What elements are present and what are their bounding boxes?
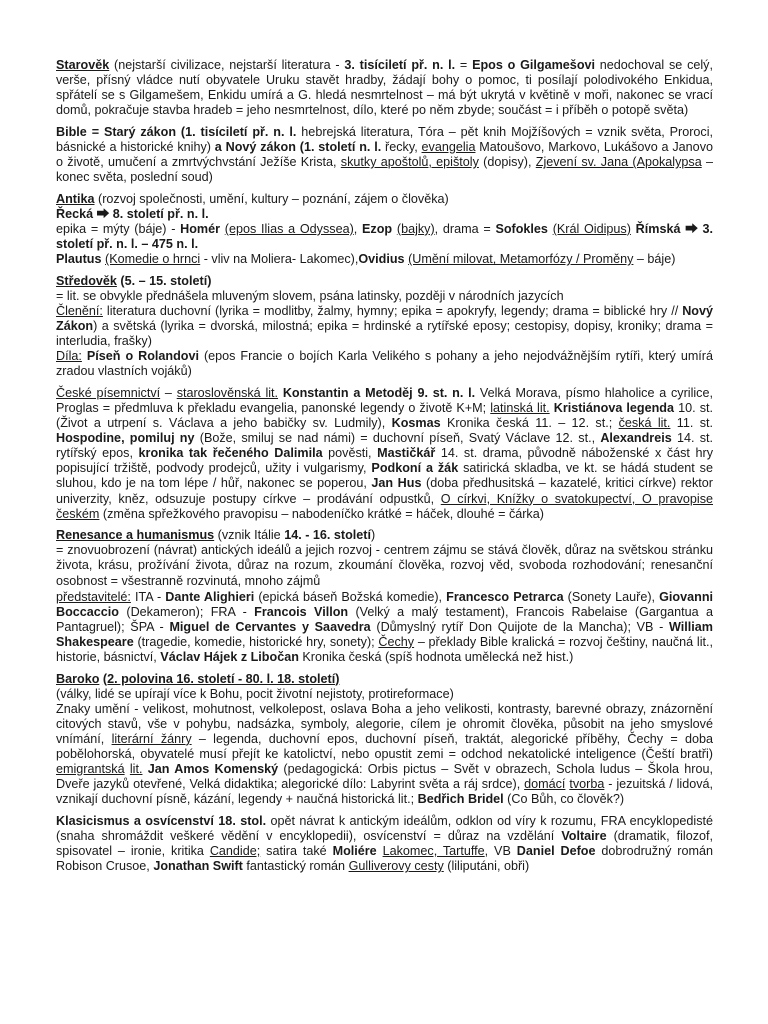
underlined-text: evangelia xyxy=(421,139,476,154)
bold-text: Antika xyxy=(56,191,95,206)
bold-text: Bible = Starý zákon (1. tisíciletí př. n. l. xyxy=(56,124,297,139)
bold-text: 14. - 16. století xyxy=(284,528,371,543)
underlined-text: představitelé: xyxy=(56,589,131,604)
bold-text: Podkoní a žák xyxy=(371,461,459,476)
bold-text: Francesco Petrarca xyxy=(446,589,564,604)
antika-section: Antika (rozvoj společnosti, umění, kultury – poznání, zájem o člověka) Řecká ⮕ 8. století př. n. l. epika = mýty (báje) - Homér (epos Ilias a Odyssea), Ezop (bajky), drama = Sofokles (Král Oidipus) Římská ⮕ 3. století př. n. l. – 475 n. l. Plautus (Komedie o hrnci - vliv na Moliera- Lakomec),Ovidius (Umění milovat, Metamorfózy / Proměny – báje) xyxy=(56,191,714,267)
bold-text: a Nový zákon (1. století n. l. xyxy=(214,139,382,154)
underlined-text: latinská lit. xyxy=(490,400,550,415)
underlined-text: České písemnictví xyxy=(56,385,161,400)
underlined-text: česká lit. xyxy=(618,416,671,431)
underlined-text: Členění: xyxy=(56,303,103,318)
underlined-text: Díla: xyxy=(56,349,82,364)
bold-text: Homér xyxy=(180,221,221,236)
ceske-pisemnictvi-section: České písemnictví – staroslověnská lit. Konstantin a Metoděj 9. st. n. l. Velká Morava, písmo hlaholice a cyrilice, Proglas = předmluva k překladu evangelia, panonské legendy o životě K+M; latinská lit. Kristiánova legenda 10. st. (Život a utrpení s. Václava a jeho babičky sv. Ludmily), Kosmas Kronika česká 11. – 12. st.; česká lit. 11. st. Hospodine, pomiluj ny (Bože, smiluj se nad námi) = duchovní píseň, Svatý Václave 12. st., Alexandreis 14. st. rytířský epos, kronika tak řečeného Dalimila pověsti, Mastičkář 14. st. drama, původně náboženské x část hry popisující tržiště, podvody prodejců, užity i vulgarismy, Podkoní a žák satirická skladba, ve kt. se hádá student se sluhou, kdo je na tom lépe / hůř, nakonec se poperou, Jan Hus (doba předhusitská – kazatelé, kritici církve) rektor univerzity, kněz, odsuzuje postupy církve – prodávání odpustků, O církvi, Knížky o svatokupectví, O pravopise českém (změna spřežkového pravopisu – nabodeníčko krátké = háček, dlouhé = čárka) xyxy=(56,385,714,521)
underlined-text: (epos Ilias a Odyssea) xyxy=(224,221,354,236)
bold-text: Daniel Defoe xyxy=(516,844,596,859)
bold-text: Kosmas xyxy=(391,416,441,431)
bold-text: Středověk xyxy=(56,273,117,288)
renesance-heading: Renesance a humanismus (vznik Itálie 14. - 16. století) = znovuobrození (návrat) antických ideálů a jejich rozvoj - centrem zájmu se stává člověk, důraz na světskou stránku života, krásu, prožívání života, důraz na rozum, zkoumání člověka, rozvoj věd, svoboda rozhodování; renesanční osobnost = všestranně rozvinutá, mnoho zájmů xyxy=(56,528,713,588)
bold-text: Plautus xyxy=(56,252,102,267)
starovek-section: Starověk (nejstarší civilizace, nejstarší literatura - 3. tisíciletí př. n. l. = Epos o Gilgamešovi nedochoval se celý, verše, přísný vládce nutí obyvatele Uruku stavět hradby, žádají bohy o pomoc, ti posílají polodivokého Enkidua, spřátelí se s Gilgamešem, Enkidu umírá a G. hledá nesmrtelnost – má být ukrytá v květině v moři, nakonec se vrací domů, pokračuje stavba hradeb = jeho nesmrtelnost, dílo, které po něm zbyde; součást = i příběh o potopě světa) xyxy=(56,58,713,118)
stredovek-section: Středověk (5. – 15. století) = lit. se obvykle přednášela mluveným slovem, psána latinsky, později v národních jazycích Členění: literatura duchovní (lyrika = modlitby, žalmy, hymny; epika = apokryfy, legendy; drama = biblické hry // Nový Zákon) a světská (lyrika = dvorská, milostná; epika = hrdinské a rytířské eposy; cestopisy, dopisy, kroniky; drama = interludia, frašky) Díla: Píseň o Rolandovi (epos Francie o bojích Karla Velikého s pohany a jeho nejodvážnějším rytíři, který umírá zradou vlastních vojáků) xyxy=(56,273,714,379)
bold-text: Ovidius xyxy=(358,252,405,267)
bold-text: 3. tisíciletí př. n. l. xyxy=(344,58,456,72)
document-body xyxy=(56,58,713,881)
underlined-text: staroslověnská lit. xyxy=(176,385,279,400)
bold-text: Jan Hus xyxy=(371,476,422,491)
bold-text: (5. – 15. století) xyxy=(120,273,212,288)
underlined-text: domácí xyxy=(524,777,566,792)
bold-text: Starověk xyxy=(56,58,110,72)
bold-text: Sofokles xyxy=(495,221,548,236)
bold-text: Baroko xyxy=(56,671,100,686)
underlined-text: Gulliverovy cesty xyxy=(348,859,444,874)
bold-text: Francois Villon xyxy=(254,604,349,619)
bold-text: Píseň o Rolandovi xyxy=(86,349,199,364)
underlined-text: skutky apoštolů, epištoly xyxy=(340,155,479,170)
underlined-text: Candide; xyxy=(209,844,261,859)
bold-text: Václav Hájek z Libočan xyxy=(160,649,299,664)
underlined-text: literární žánry xyxy=(111,731,192,746)
bold-text: Klasicismus a osvícenství 18. stol. xyxy=(56,813,267,828)
underlined-text: Lakomec, Tartuffe xyxy=(382,844,485,859)
underlined-text: O církvi, Knížky o svatokupectví, O pravopise českém xyxy=(56,491,713,521)
bold-text: Epos o Gilgamešovi xyxy=(472,58,596,72)
klasicismus-section: Klasicismus a osvícenství 18. stol. opět návrat k antickým ideálům, odklon od víry k rozumu, FRA encyklopedisté (snaha shromáždit veškeré vědění v encyklopedii), osvícenství = důraz na vzdělání Voltaire (dramatik, filozof, spisovatel – ironie, kritika Candide; satira také Moliére Lakomec, Tartuffe, VB Daniel Defoe dobrodružný román Robison Crusoe, Jonathan Swift fantastický román Gulliverovy cesty (liliputáni, obři) xyxy=(56,813,714,874)
underlined-text: emigrantská xyxy=(56,762,125,777)
bold-text: Moliére xyxy=(332,844,377,859)
bible-section: Bible = Starý zákon (1. tisíciletí př. n. l. hebrejská literatura, Tóra – pět knih Mojžíšových = vznik světa, Proroci, básnické a historické knihy) a Nový zákon (1. století n. l. řecky, evangelia Matoušovo, Markovo, Lukášovo a Janovo o životě, umučení a zmrtvýchvstání Ježíše Krista, skutky apoštolů, epištoly (dopisy), Zjevení sv. Jana (Apokalypsa – konec světa, poslední soud) xyxy=(56,124,713,185)
bold-text: Miguel de Cervantes y Saavedra xyxy=(169,619,371,634)
bold-text: Ezop xyxy=(362,221,393,236)
underlined-text: tvorba xyxy=(569,777,605,792)
bold-text: Alexandreis xyxy=(600,431,672,446)
bold-text: Dante Alighieri xyxy=(165,589,255,604)
bold-text: Jan Amos Komenský xyxy=(147,762,279,777)
bold-text: kronika tak řečeného Dalimila xyxy=(138,446,323,461)
bold-text: Renesance a humanismus xyxy=(56,528,215,543)
bold-text: Hospodine, pomiluj ny xyxy=(56,431,195,446)
bold-text: Voltaire xyxy=(561,829,607,843)
bold-text: Kristiánova legenda xyxy=(553,400,675,415)
bold-text: Řecká ⮕ 8. století př. n. l. xyxy=(56,206,209,221)
bold-text: (2. polovina 16. století - 80. l. 18. století) xyxy=(102,671,340,686)
underlined-text: (Umění milovat, Metamorfózy / Proměny xyxy=(408,252,634,267)
underlined-text: (Král Oidipus) xyxy=(552,221,631,236)
bold-text: Římská ⮕ 3. století př. n. l. – 475 n. l. xyxy=(56,221,714,252)
bold-text: Konstantin a Metoděj 9. st. n. l. xyxy=(282,385,476,400)
bold-text: Mastičkář xyxy=(377,446,436,461)
bold-text: William Shakespeare xyxy=(56,619,713,649)
underlined-text: lit. xyxy=(129,762,143,777)
bold-text: Nový Zákon xyxy=(56,303,713,333)
bold-text: Bedřich Bridel xyxy=(417,792,504,807)
renesance-predstavitele: představitelé: ITA - Dante Alighieri (epická báseň Božská komedie), Francesco Petrarca (Sonety Lauře), Giovanni Boccaccio (Dekameron); FRA - Francois Villon (Velký a malý testament), Francois Rabelaise (Gargantua a Pantagruel); ŠPA - Miguel de Cervantes y Saavedra (Důmyslný rytíř Don Quijote de la Mancha); VB - William Shakespeare (tragedie, komedie, historické hry, sonety); Čechy – překlady Bible kralická = rozvoj češtiny, naučná lit., historie, básnictví, Václav Hájek z Libočan Kronika česká (spíš hodnota umělecká než hist.) xyxy=(56,589,714,664)
underlined-text: (bajky) xyxy=(396,221,435,236)
bold-text: Giovanni Boccaccio xyxy=(56,589,714,619)
baroko-section: Baroko (2. polovina 16. století - 80. l. 18. století) (války, lidé se upírají více k Bohu, pocit životní nejistoty, protireformace) Znaky umění - velikost, mohutnost, velkolepost, oslava Boha a jeho velikosti, kontrasty, barevné obrazy, znázornění citových stavů, vše v pohybu, nadsázka, symboly, alegorie, cílem je ohromit člověka, působit na jeho smyslové vnímání, literární žánry – legenda, duchovní epos, duchovní píseň, traktát, alegorické příběhy, Čechy = doba pobělohorská, obyvatelé musí přejít ke katolictví, nebo opustit zemi = odchod nekatolické inteligence (Čeští bratři) emigrantská lit. Jan Amos Komenský (pedagogická: Orbis pictus – Svět v obrazech, Schola ludus – Škola hrou, Dveře jazyků otevřené, Velká didaktika; alegorické dílo: Labyrint světa a ráj srdce), domácí tvorba - jezuitská / lidová, vznikají duchovní písně, kázání, legendy + naučná historická lit.; Bedřich Bridel (Co Bůh, co člověk?) xyxy=(56,671,714,807)
bold-text: Jonathan Swift xyxy=(153,859,243,874)
underlined-text: Zjevení sv. Jana (Apokalypsa xyxy=(535,155,702,170)
underlined-text: Čechy xyxy=(378,634,415,649)
underlined-text: (Komedie o hrnci xyxy=(105,252,201,267)
